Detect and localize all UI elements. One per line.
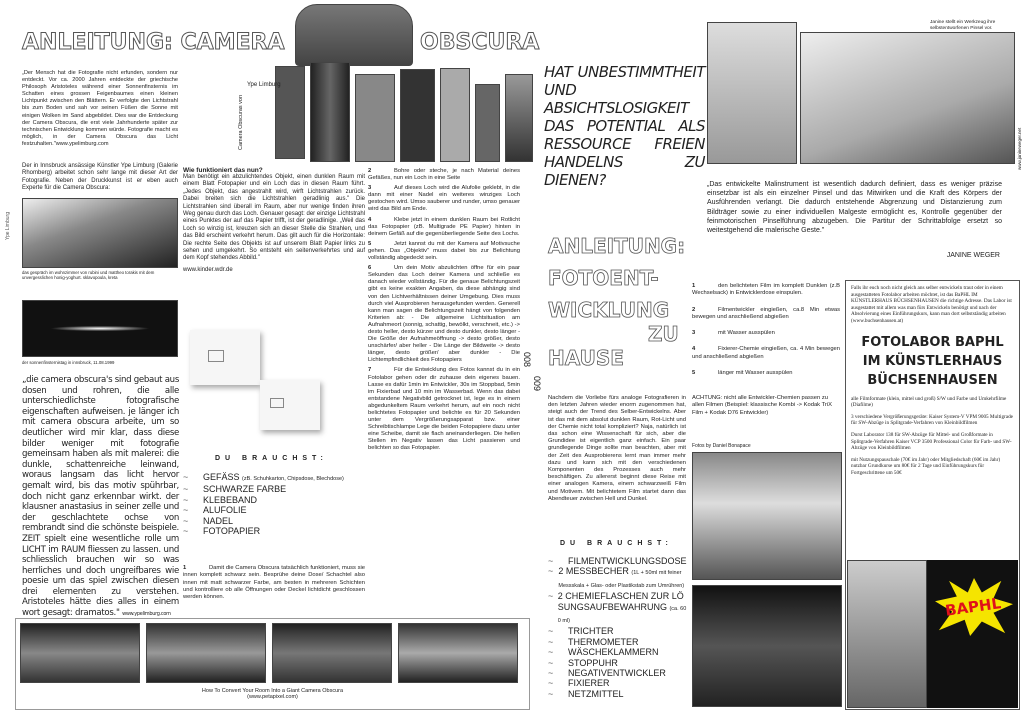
baphl-logo-text: BAPHL bbox=[944, 594, 1003, 620]
box-paragraph: mit Nutzungspauschale (70€ im Jahr) oder Mitgliedschaft (60€ im Jahr) nutzbar Grundkurse um 80€ für 2 Tage und Einführungskurs für Fortgeschrittene um 50€ bbox=[851, 456, 1001, 476]
list-item: ~ TRICHTER bbox=[548, 626, 614, 637]
warning-note: ACHTUNG: nicht alle Entwickler-Chemien passen zu allen Filmen (Beispiel: klassische Kombi -> Kodak TriX Film + Kodak D76 Entwickler) bbox=[692, 395, 832, 416]
photo-caption-janine: Janine stellt ein Werkzeug ihre selbstentworfenen Pinsel vor. bbox=[930, 20, 1020, 31]
title-camera: ANLEITUNG: CAMERA bbox=[22, 30, 285, 55]
lab-photo-2 bbox=[692, 585, 842, 707]
needs-list-left bbox=[183, 472, 365, 536]
list-item: ~ ALUFOLIE bbox=[183, 505, 247, 516]
janine-quote: „Das entwickelte Malinstrument ist wesentlich dadurch definiert, dass es weniger präzise einsetzbar ist als ein einzelner Pinsel und das Mitwirken und die Kraft des Körpers der Ausführenden verlangt. Die dadurch entstehende Abgrenzung und Distanzierung zum Bildträger sowie zu einer individuellen Malgeste ermöglicht es, Kontrolle gegenüber der feinmotorischen Pinselführung abzugeben. Die Partitur der Schrittabfolge ersetzt so weitestgehend die malerische Geste." bbox=[707, 181, 1002, 235]
page-number-right: 009 bbox=[532, 376, 542, 392]
box-paragraph: Durst Laborator 138 für SW-Abzüge für Mittel- und Großformate in Splitgrade-Verfahren Kaiser VCP 3500 Professional Color für Farb- und SW-Abzüge von Kleinbildfilmen bbox=[851, 431, 1012, 452]
big-quote-text: „die camera obscura's sind gebaut aus dosen und rohren, die alle unterschiedlichste fotografische eigenschaften aufweisen. je länger ich mit camera obscura arbeite, um so deutlicher wird mir klar, dass diese bilder weniger mit fotografie gemeinsam haben als mit malerei: die dunkle, schattenreiche leinwand, woraus langsam das licht hervor gemalt wird, bis das motiv spührbar, doch nicht ganz erkennbar wirkt. der klausner anastasius in seiner zelle und der geschlachtete ochse von rembrandt sind die schönste beispiele. ZEIT spielt eine wesentliche rolle um LICHT im RAUM fliessen zu lassen. und schliesslich brauchen wir so was herrliches und doch ungreifbares wie poesie um das spiel zwischen diesen drei elementen zu verstehen. Aristoteles hätte dies alles in einem wort gesagt: dramatos." bbox=[22, 375, 179, 619]
dev-step: 3 mit Wasser ausspülen bbox=[692, 330, 775, 337]
how-heading: Wie funktioniert das nun? bbox=[183, 167, 263, 174]
photo-credit-vertical: Camera Obscuras von bbox=[238, 94, 244, 150]
step-6: 6 Um dein Motiv abzulichten öffne für ein paar Sekunden das Loch deiner Kamera und schließe es danach wieder vollständig. Für die genaue Belichtungszeit gibt es keine exakten Angaben, da diese abhängig sind von den Lichtverhältnissen deiner Umgebung. Dies muss durch viel Ausprobieren herausgefunden werden. Generell kann man sagen die Belichtungszeit hängt von folgenden Kriterien ab: - Die allgemeine Lichtsituation am Aufnahmeort (sonnig, schattig, bewölkt, verschneit, etc.) -> desto heller, desto kürzer und desto dunkler, desto länger - Die Größe der Aufnahmeöffnung -> desto größer, desto unschärfer/ aber heller - Die Länge der Bildweite -> desto länger, desto größer/ aber dunkler - Die Lichtempfindlichkeit des Fotopapiers bbox=[368, 265, 520, 364]
eclipse-photo bbox=[22, 300, 178, 357]
artist-intro: Der in Innsbruck ansässige Künstler Ype Limburg (Galerie Rhomberg) arbeitet schon sehr lange mit dieser Art der Fotografie. Neben der Druckkunst ist er eben auch Experte für die Camera Obscura: bbox=[22, 163, 178, 191]
list-item: ~ 2 CHEMIEFLASCHEN ZUR LÖSUNGSAUFBEWAHRUNG (ca. 600 ml) bbox=[548, 591, 687, 625]
how-text: Man benötigt ein abzulichtendes Objekt, einen dunklen Raum mit einem Blatt Fotopapier und ein Loch das in diesen Raum führt. „Jedes Objekt, das angestrahlt wird, wirft Lichtstrahlen zurück. Dabei breiten sich die Lichtstrahlen geradlinig aus." Die Lichtstrahlen sind überall im Raum, aber nur wenige finden ihren Weg genau durch das Loch. Genauer gesagt: der einzige Lichtstrahl eines Punktes der auf das Papier trifft, ist der geradlinige. „Weil das Loch so winzig ist, kreuzen sich an dieser Stelle die Strahlen, und das Bild erscheint verkehrt herum. Das gilt auch für die Horizontale: Die rechte Seite des Objekts ist auf unserem Blatt Papier links zu sehen und umgekehrt. So entsteht ein seitenverkehrtes und auf dem Kopf stehendes Abbild." bbox=[183, 174, 365, 262]
strip-photo bbox=[146, 623, 266, 683]
strip-photo bbox=[20, 623, 140, 683]
list-item: ~ GEFÄSS (zB. Schuhkarton, Chipsdose, Blechdose) bbox=[183, 472, 344, 482]
list-item: ~ FOTOPAPIER bbox=[183, 526, 261, 537]
list-item: ~ THERMOMETER bbox=[548, 636, 639, 647]
needs-list-right bbox=[548, 556, 688, 699]
studio-photo-2 bbox=[800, 32, 1015, 164]
step-3: 3 Auf dieses Loch wird die Alufolie geklebt, in die dann mit einer Nadel ein weiteres winziges Loch gestochen wird. Umso sauberer und runder, umso genauer wird das Bild am Ende. bbox=[368, 185, 520, 213]
list-item: ~ FIXIERER bbox=[548, 678, 610, 689]
dev-step: 2 Filmentwickler eingießen, ca.8 Min etwas bewegen und anschließend abgießen bbox=[692, 306, 840, 320]
list-item: ~ NEGATIVENTWICKLER bbox=[548, 668, 666, 679]
how-source[interactable]: www.kinder.wdr.de bbox=[183, 266, 233, 273]
list-item: ~ NETZMITTEL bbox=[548, 688, 624, 699]
list-item: ~ KLEBEBAND bbox=[183, 494, 258, 505]
dev-step: 4 Fixierer-Chemie eingießen, ca. 4 Min bewegen und anschließend abgießen bbox=[692, 346, 840, 360]
step-7: 7 Für die Entwicklung des Fotos kannst du in ein Fotolabor gehen oder dir zuhause dein eigenes bauen. Lasse es dafür 1min im Entwickler, 30s im Stoppbad, 5min im Fixierbad und 10 min im Wasserbad. Wenn das dabei entstandene Negativbild getrocknet ist, lege es in einem abgedunkeltem Raum verkehrt herum, auf ein noch nicht belichtetes Fotopapier und belichte es für 20 Sekunden unter dem Vergrößerungsapparat bzw. einer Schreibtischlampe Lege die beiden Fotopapiere dazu unter eine Scheibe, damit sie flach aneinanderliegen. Die hellen Stellen im Negativ lassen das Licht passieren und belichten so das Fotopapier. bbox=[368, 367, 520, 452]
step-1: 1 Damit die Camera Obscura tatsächlich funktioniert, muss sie innen komplett schwarz sein. Besprühe deine Dose/ Schachtel also innen mit matt schwarzer Farbe, am besten in mehreren Schichten und kontrolliere ob alle Öffnungen oder Deckel lichtdicht geschlossen werden können. bbox=[183, 565, 365, 601]
intro-quote: „Der Mensch hat die Fotografie nicht erfunden, sondern nur entdeckt. Vor ca. 2000 Jahren entdeckte der griechische Philosoph Aristoteles während einer Sonnenfinsternis im Schatten eines grossen Feigenbaumes einen kleinen Lichtpunkt zwischen den Blättern. Er verfolgte den Lichtstrahl bis zum Boden und sah vor seinen Füßen die Sonne mit einigen Wolken im Sand abgebildet. Dies war die Entdeckung der Camera Obscura, die erst viele Jahrhunderte später zur technischen Entwicklung kommen würde. Fotografie macht es möglich, in der Camera Obscura das Licht festzuhalten."www.ypelimburg.com bbox=[22, 70, 178, 147]
photo1-caption: das gespräch im wohnzimmer von rubini und mattheo torakis mit dem unvergesslichen honig-yoghurt. sklavopoula, kreta bbox=[22, 270, 155, 280]
photo-credit-daniel: Fotos by Daniel Bonapace bbox=[692, 443, 751, 449]
photo-side-credit: www.janineweger.net bbox=[1017, 127, 1022, 170]
strip-caption-2[interactable]: (www.petapixel.com) bbox=[247, 694, 298, 700]
needs-heading-left: DU BRAUCHST: bbox=[215, 455, 328, 462]
baphl-logo-image bbox=[927, 560, 1018, 708]
needs-heading-right: DU BRAUCHST: bbox=[560, 540, 673, 547]
headline-question: HAT UNBESTIMMTHEIT UND ABSICHTSLOSIGKEIT DAS POTENTIAL ALS RESSOURCE FREIEN HANDELNS ZU DIENEN? bbox=[544, 63, 705, 189]
development-intro: Nachdem die Vorliebe fürs analoge Fotografieren in den letzten Jahren wieder enorm zugenommen hat, steigt auch der Trend des Selber-Entwickelns. Aber ist das mit dem absolut dunklen Raum, Rot-Licht und der Chemie nicht total kompliziert? Naja, natürlich ist das schon eine Wissenschaft für sich, aber die Grundidee ist eigentlich ganz einfach. Ein paar grundlegende Dinge sollte man beachten, aber mit der Zeit des Ausprobierens lernt man immer mehr dazu und kann sich mit den verschiedenen Komponenten des Prozesses auch mehr beschäftigen. Zu allererst beginnt diese Reise mit einer analogen Kamera, einem schwarzweiß Film und Motivem. Mit belichtetem Film startet dann das Abendteuer zwischen Hell und Dunkel. bbox=[548, 395, 686, 502]
title-film-development: ANLEITUNG: FOTOENT- WICKLUNG ZU HAUSE bbox=[548, 234, 686, 370]
how-it-works bbox=[183, 167, 365, 273]
title-obscura: OBSCURA bbox=[420, 30, 540, 55]
list-item: ~ WÄSCHEKLAMMERN bbox=[548, 647, 659, 658]
list-item: ~ FILMENTWICKLUNGSDOSE bbox=[548, 556, 687, 566]
development-steps bbox=[692, 283, 840, 382]
lab-photo-1 bbox=[692, 452, 842, 580]
photo2-caption: der sonnenfinsternistag in innsbruck, 11.08.1999 bbox=[22, 360, 115, 365]
box-paragraph: alle Filmformate (klein, mittel und groß) S/W und Farbe und Umkehrfilme (Diafilme) bbox=[851, 395, 1007, 409]
enlarger-photo bbox=[847, 560, 927, 708]
strip-photo bbox=[398, 623, 518, 683]
steps-column bbox=[368, 168, 520, 456]
studio-photo-1 bbox=[707, 22, 797, 164]
big-quote-source[interactable]: www.ypelimburg.com bbox=[122, 611, 171, 618]
sketch-1 bbox=[190, 330, 260, 385]
step-2: 2 Bohre oder steche, je nach Material deines Gefäßes, nun ein Loch in eine Seite bbox=[368, 168, 520, 182]
list-item: ~ NADEL bbox=[183, 515, 234, 526]
photo-credit-name: Ype Limburg bbox=[247, 82, 281, 88]
dev-step: 5 länger mit Wasser ausspülen bbox=[692, 370, 793, 377]
strip-caption-1: How To Convert Your Room Into a Giant Camera Obscura bbox=[201, 688, 344, 694]
photo1-side-credit: Ype Limburg bbox=[5, 212, 11, 240]
list-item: ~ STOPPUHR bbox=[548, 657, 618, 668]
dev-step: 1 den belichteten Film im komplett Dunklen (z.B Wechselsack) in Entwicklerdose einspulen. bbox=[692, 283, 840, 297]
list-item: ~ 2 MESSBECHER (1L + 50ml mit feiner Messskala + Glas- oder Plastikstab zum Umrühren) bbox=[548, 566, 685, 589]
camera-room-strip bbox=[15, 618, 530, 710]
box-paragraph: 3 verschiedene Vergrößerungsgeräte: Kaiser System-V VPM 9005 Multigrade für SW-Abzüge in Splitgrade-Verfahren von Kleinbildfilmen bbox=[851, 413, 1013, 427]
living-room-photo bbox=[22, 198, 178, 268]
box-headline: FOTOLABOR BAPHL IM KÜNSTLERHAUS BÜCHSENHAUSEN bbox=[861, 334, 1004, 388]
big-quote bbox=[22, 375, 179, 620]
strip-photo bbox=[272, 623, 392, 683]
page-number-left: 008 bbox=[522, 352, 532, 368]
list-item: ~ SCHWARZE FARBE bbox=[183, 484, 287, 495]
box-intro: Falls ihr euch noch nicht gleich ans selber entwickeln traut oder in einem ausgestatteten Fotolabor arbeiten möchtet, ist das BaPHL IM KÜNSTLERHAUS BÜCHSENHAUSEN die richtige Adresse. Das Labor ist ausgestattet mit allem was man fürs Entwickeln benötigt und nach der Absolvierung eines Einführungskurs, kann man dort selbstständig arbeiten (www.buchsenhausen.at) bbox=[851, 285, 1012, 324]
step-4: 4 Klebe jetzt in einem dunklen Raum bei Rotlicht das Fotopapier (zB. Multigrade PE Papier) hinten in deinem Gefäß auf die gegenüberliegende Seite des Lochs. bbox=[368, 216, 520, 237]
sketch-2 bbox=[260, 380, 320, 430]
step-5: 5 Jetzt kannst du mit der Kamera auf Motivsuche gehen. Das „Objektiv" muss dabei bis zur Belichtung vollständig abgedeckt sein. bbox=[368, 240, 520, 262]
quote-author: JANINE WEGER bbox=[946, 252, 1000, 259]
